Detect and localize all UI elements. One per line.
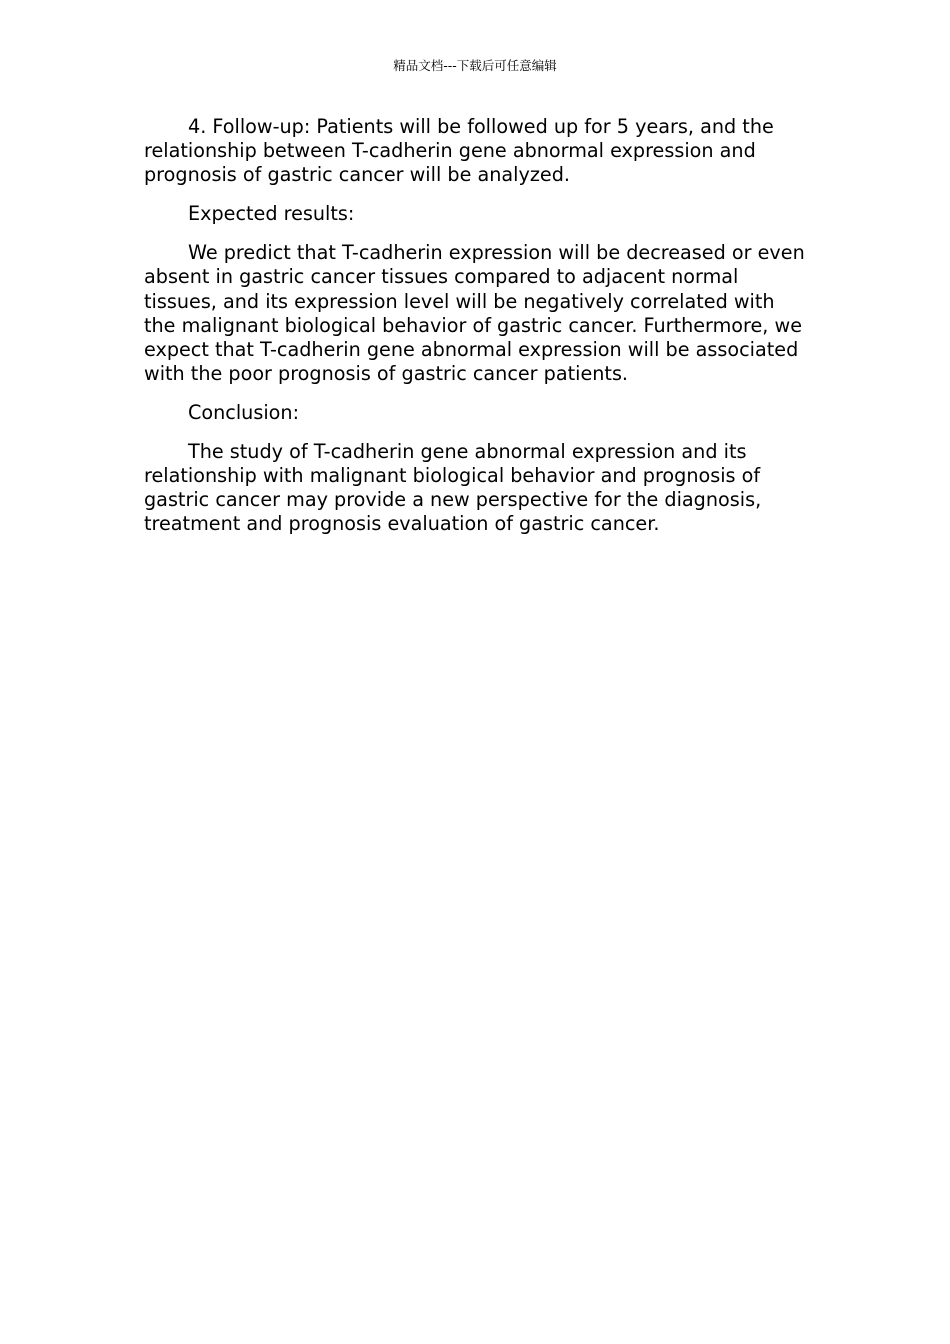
heading-expected-results: Expected results:: [188, 202, 355, 226]
heading-conclusion: Conclusion:: [188, 400, 300, 424]
paragraph-follow-up: 4. Follow-up: Patients will be followed up for 5 years, and the relationship between T-cadherin gene abnormal expression and prognosis of gastric cancer will be analyzed.: [144, 115, 774, 187]
page-header: 精品文档---下载后可任意编辑: [393, 58, 557, 73]
paragraph-expected-results: We predict that T-cadherin expression will be decreased or even absent in gastric cancer tissues compared to adjacent normal tissues, and its expression level will be negatively correlated with the malignant biological behavior of gastric cancer. Furthermore, we expect that T-cadherin gene abnormal expression will be associated with the poor prognosis of gastric cancer patients.: [144, 241, 805, 385]
paragraph-conclusion: The study of T-cadherin gene abnormal expression and its relationship with malignant biological behavior and prognosis of gastric cancer may provide a new perspective for the diagnosis, treatment and prognosis evaluation of gastric cancer.: [144, 440, 762, 536]
document-body: [144, 115, 812, 551]
